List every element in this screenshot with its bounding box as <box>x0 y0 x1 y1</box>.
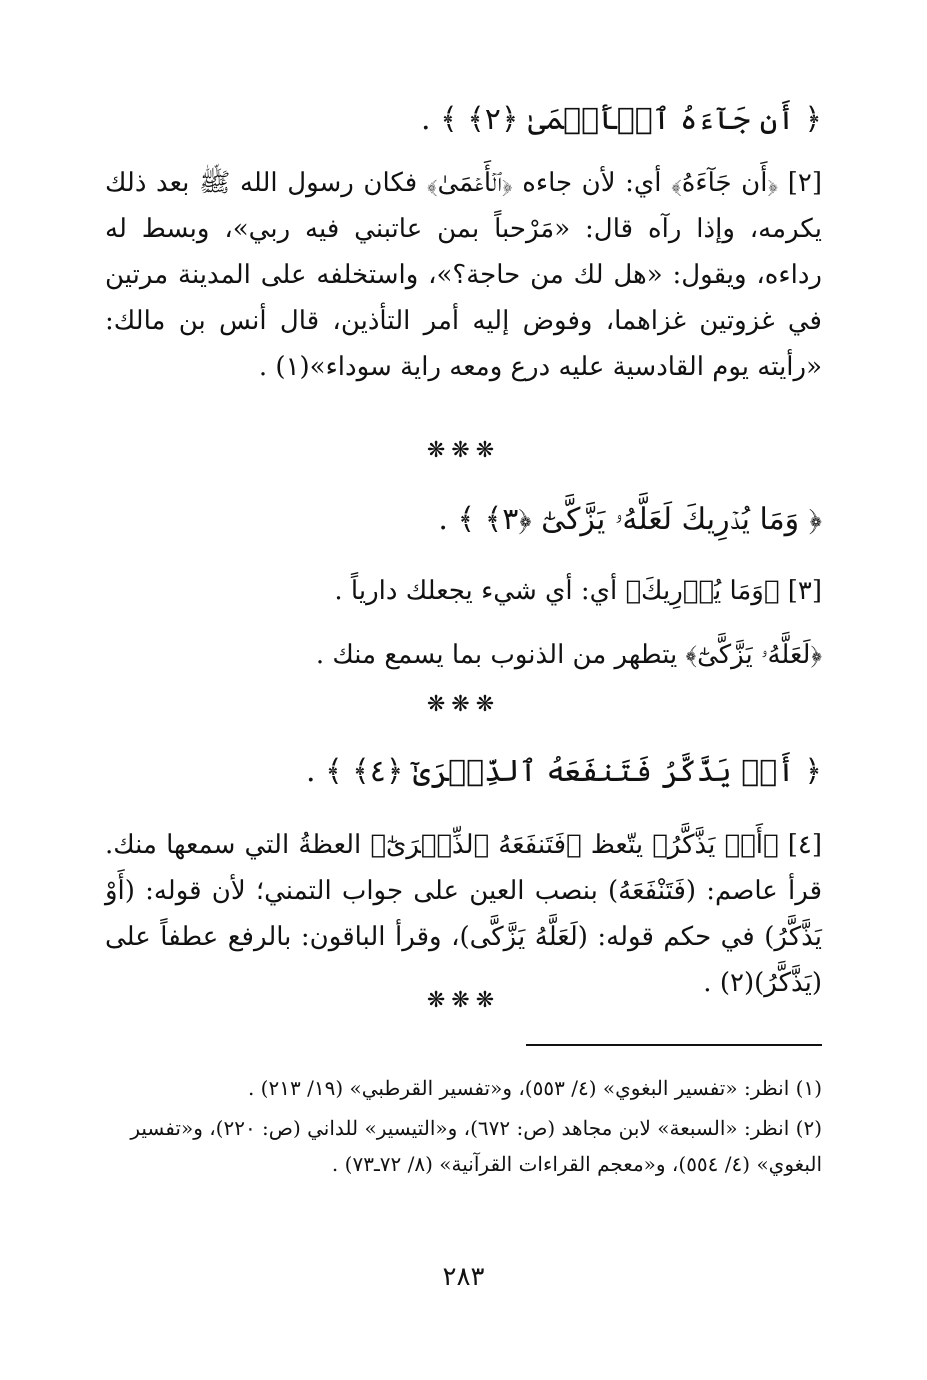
commentary-verse-2: [٢] ﴿أَن جَآءَهُ﴾ أي: لأن جاءه ﴿ٱلۡأَعۡمَىٰ﴾ فكان رسول الله ﷺ بعد ذلك يكرمه، وإذا رآه قال: «مَرْحباً بمن عاتبني فيه ربي»، وبسط له رداءه، ويقول: «هل لك من حاجة؟»، واستخلفه على المدينة مرتين في غزوتين غزاهما، وفوض إليه أمر التأذين، قال أنس بن مالك: «رأيته يوم القادسية عليه درع ومعه راية سوداء»(١) . <box>105 168 822 382</box>
commentary-verse-4: [٤] ﴿أَوۡ يَذَّكَّرُ﴾ يتّعظ ﴿فَتَنفَعَهُ ٱلذِّكۡرَىٰٓ﴾ العظةُ التي سمعها منك. قرأ عاصم: (فَتَنْفَعَهُ) بنصب العين على جواب التمني؛ لأن قوله: (أَوْ يَذَّكَّرُ) في حكم قوله: (لَعَلَّهُ يَزَّكَّى)، وقرأ الباقون: بالرفع عطفاً على (يَذَّكَّرُ)(٢) . <box>105 830 823 998</box>
footnote-1: (١) انظر: «تفسير البغوي» (٤/ ٥٥٣)، و«تفسير القرطبي» (١٩/ ٢١٣) . <box>247 1076 822 1100</box>
section-separator: ❋❋❋ <box>426 988 501 1013</box>
quran-verse-4: ﴿ أَوۡ يَذَّكَّرُ فَتَنفَعَهُ ٱلذِّكۡرَىٰٓ ﴿٤﴾ ﴾ . <box>306 754 822 789</box>
quran-verse-2: ﴿ أَن جَآءَهُ ٱلۡأَعۡمَىٰ ﴿٢﴾ ﴾ . <box>421 102 822 137</box>
section-separator: ❋❋❋ <box>426 438 501 463</box>
commentary-verse-3-line-2: ﴿لَعَلَّهُۥ يَزَّكَّىٰٓ﴾ يتطهر من الذنوب بما يسمع منك . <box>315 640 822 670</box>
footnote-2: (٢) انظر: «السبعة» لابن مجاهد (ص: ٦٧٢)، و«التيسير» للداني (ص: ٢٢٠)، و«تفسير البغوي» (٤/ ٥٥٤)، و«معجم القراءات القرآنية» (٨/ ٧٢ـ٧٣) . <box>130 1116 822 1176</box>
quran-verse-3: ﴿ وَمَا يُدۡرِيكَ لَعَلَّهُۥ يَزَّكَّىٰٓ ﴿٣﴾ ﴾ . <box>438 502 822 537</box>
page-number: ٢٨٣ <box>442 1262 485 1292</box>
section-separator: ❋❋❋ <box>426 692 501 717</box>
footnote-rule <box>526 1044 822 1046</box>
commentary-verse-3-line-1: [٣] ﴿وَمَا يُدۡرِيكَ﴾ أي: أي شيء يجعلك دارياً . <box>334 576 822 606</box>
